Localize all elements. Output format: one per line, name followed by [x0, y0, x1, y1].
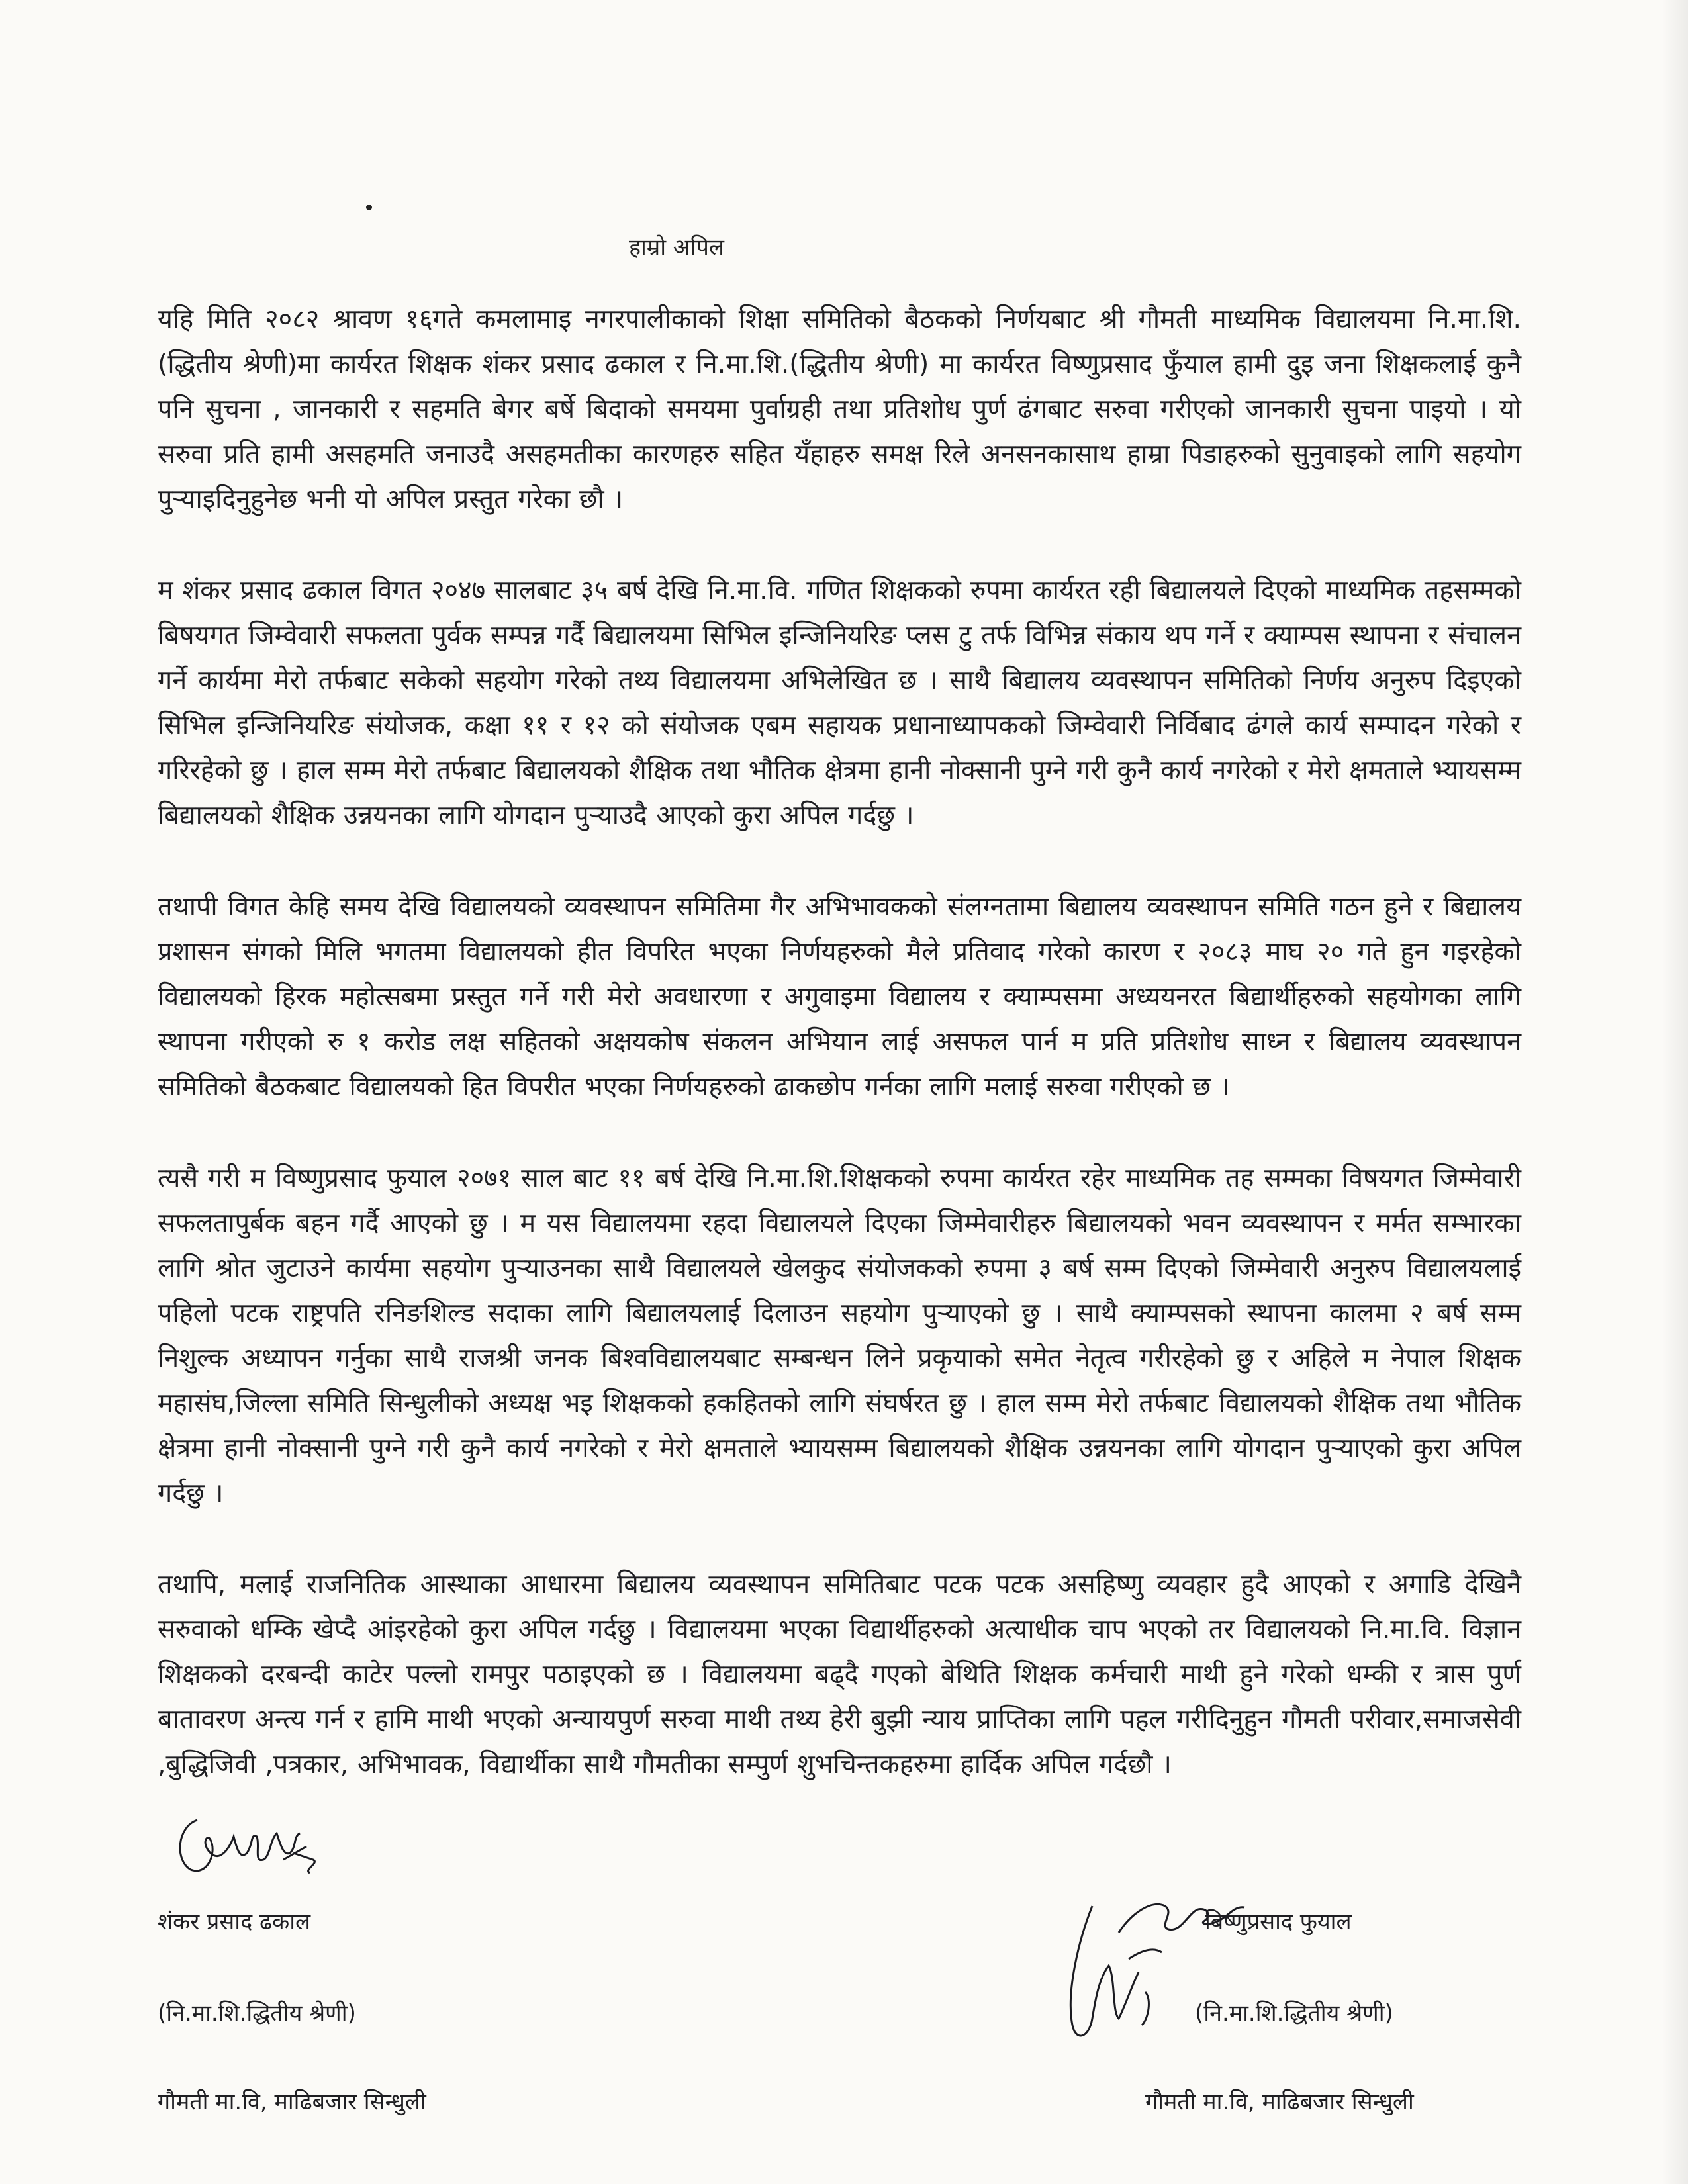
- signatory-left-name: शंकर प्रसाद ढकाल: [158, 1909, 311, 1935]
- signature-left-image: [171, 1807, 343, 1886]
- ink-speck: [366, 205, 372, 210]
- paragraph-2: म शंकर प्रसाद ढकाल विगत २०४७ सालबाट ३५ बर्ष देखि नि.मा.वि. गणित शिक्षकको रुपमा कार्यरत रही बिद्यालयले दिएको माध्यमिक तहसम्मको बिषयगत जिम्वेवारी सफलता पुर्वक सम्पन्न गर्दै बिद्यालयमा सिभिल इन्जिनियरिङ प्लस टु तर्फ विभिन्न संकाय थप गर्ने र क्याम्पस स्थापना र संचालन गर्ने कार्यमा मेरो तर्फबाट सकेको सहयोग गरेको तथ्य विद्यालयमा अभिलेखित छ । साथै बिद्यालय व्यवस्थापन समितिको निर्णय अनुरुप दिइएको सिभिल इन्जिनियरिङ संयोजक, कक्षा ११ र १२ को संयोजक एबम सहायक प्रधानाध्यापकको जिम्वेवारी निर्विबाद ढंगले कार्य सम्पादन गरेको र गरिरहेको छु । हाल सम्म मेरो तर्फबाट बिद्यालयको शैक्षिक तथा भौतिक क्षेत्रमा हानी नोक्सानी पुग्ने गरी कुनै कार्य नगरेको र मेरो क्षमताले भ्यायसम्म बिद्यालयको शैक्षिक उन्नयनका लागि योगदान पुर्‍याउदै आएको कुरा अपिल गर्दछु ।: [158, 575, 1521, 831]
- page-edge-shadow: [1662, 0, 1688, 2184]
- signatory-right-position: (नि.मा.शि.द्धितीय श्रेणी): [1195, 2000, 1393, 2026]
- signatory-left-position: (नि.मा.शि.द्धितीय श्रेणी): [158, 2000, 356, 2026]
- paragraph-5: तथापि, मलाई राजनितिक आस्थाका आधारमा बिद्यालय व्यवस्थापन समितिबाट पटक पटक असहिष्णु व्यवहार हुदै आएको र अगाडि देखिनै सरुवाको धम्कि खेप्दै आंइरहेको कुरा अपिल गर्दछु । विद्यालयमा भएका विद्यार्थीहरुको अत्याधीक चाप भएको तर विद्यालयको नि.मा.वि. विज्ञान शिक्षकको दरबन्दी काटेर पल्लो रामपुर पठाइएको छ । विद्यालयमा बढ्दै गएको बेथिति शिक्षक कर्मचारी माथी हुने गरेको धम्की र त्रास पुर्ण बातावरण अन्त्य गर्न र हामि माथी भएको अन्यायपुर्ण सरुवा माथी तथ्य हेरी बुझी न्याय प्राप्तिका लागि पहल गरीदिनुहुन गौमती परीवार,समाजसेवी ,बुद्धिजिवी ,पत्रकार, अभिभावक, विद्यार्थीका साथै गौमतीका सम्पुर्ण शुभचिन्तकहरुमा हार्दिक अपिल गर्दछौ ।: [158, 1569, 1521, 1780]
- paragraph-3: तथापी विगत केहि समय देखि विद्यालयको व्यवस्थापन समितिमा गैर अभिभावकको संलग्नतामा बिद्यालय व्यवस्थापन समिति गठन हुने र बिद्यालय प्रशासन संगको मिलि भगतमा विद्यालयको हीत विपरित भएका निर्णयहरुको मैले प्रतिवाद गरेको कारण र २०८३ माघ २० गते हुन गइरहेको विद्यालयको हिरक महोत्सबमा प्रस्तुत गर्ने गरी मेरो अवधारणा र अगुवाइमा विद्यालय र क्याम्पसमा अध्ययनरत बिद्यार्थीहरुको सहयोगका लागि स्थापना गरीएको रु १ करोड लक्ष सहितको अक्षयकोष संकलन अभियान लाई असफल पार्न म प्रति प्रतिशोध साध्न र बिद्यालय व्यवस्थापन समितिको बैठकबाट विद्यालयको हित विपरीत भएका निर्णयहरुको ढाकछोप गर्नका लागि मलाई सरुवा गरीएको छ ।: [158, 891, 1521, 1102]
- signatory-right-name: बिष्णुप्रसाद फुयाल: [1205, 1909, 1352, 1935]
- letter-title: हाम्रो अपिल: [629, 234, 724, 261]
- paragraph-4: त्यसै गरी म विष्णुप्रसाद फुयाल २०७१ साल बाट ११ बर्ष देखि नि.मा.शि.शिक्षकको रुपमा कार्यरत रहेर माध्यमिक तह सम्मका विषयगत जिम्मेवारी सफलतापुर्बक बहन गर्दै आएको छु । म यस विद्यालयमा रहदा विद्यालयले दिएका जिम्मेवारीहरु बिद्यालयको भवन व्यवस्थापन र मर्मत सम्भारका लागि श्रोत जुटाउने कार्यमा सहयोग पुर्‍याउनका साथै विद्यालयले खेलकुद संयोजकको रुपमा ३ बर्ष सम्म दिएको जिम्मेवारी अनुरुप विद्यालयलाई पहिलो पटक राष्ट्रपति रनिङशिल्ड सदाका लागि बिद्यालयलाई दिलाउन सहयोग पुर्‍याएको छु । साथै क्याम्पसको स्थापना कालमा २ बर्ष सम्म निशुल्क अध्यापन गर्नुका साथै राजश्री जनक बिश्वविद्यालयबाट सम्बन्धन लिने प्रकृयाको समेत नेतृत्व गरीरहेको छु र अहिले म नेपाल शिक्षक महासंघ,जिल्ला समिति सिन्धुलीको अध्यक्ष भइ शिक्षकको हकहितको लागि संघर्षरत छु । हाल सम्म मेरो तर्फबाट विद्यालयको शैक्षिक तथा भौतिक क्षेत्रमा हानी नोक्सानी पुग्ने गरी कुनै कार्य नगरेको र मेरो क्षमताले भ्यायसम्म बिद्यालयको शैक्षिक उन्नयनका लागि योगदान पुर्‍याएको कुरा अपिल गर्दछु ।: [158, 1163, 1521, 1508]
- paragraph-1: यहि मिति २०८२ श्रावण १६गते कमलामाइ नगरपालीकाको शिक्षा समितिको बैठकको निर्णयबाट श्री गौमती माध्यमिक विद्यालयमा नि.मा.शि.(द्धितीय श्रेणी)मा कार्यरत शिक्षक शंकर प्रसाद ढकाल र नि.मा.शि.(द्धितीय श्रेणी) मा कार्यरत विष्णुप्रसाद फुँयाल हामी दुइ जना शिक्षकलाई कुनै पनि सुचना , जानकारी र सहमति बेगर बर्षे बिदाको समयमा पुर्वाग्रही तथा प्रतिशोध पुर्ण ढंगबाट सरुवा गरीएको जानकारी सुचना पाइयो । यो सरुवा प्रति हामी असहमति जनाउदै असहमतीका कारणहरु सहित यँहाहरु समक्ष रिले अनसनकासाथ हाम्रा पिडाहरुको सुनुवाइको लागि सहयोग पुर्‍याइदिनुहुनेछ भनी यो अपिल प्रस्तुत गरेका छौ ।: [158, 304, 1521, 514]
- letter-body: [158, 296, 1521, 1833]
- signatory-right-school: गौमती मा.वि, माढिबजार सिन्धुली: [1145, 2089, 1414, 2115]
- signatory-left-school: गौमती मा.वि, माढिबजार सिन्धुली: [158, 2089, 426, 2115]
